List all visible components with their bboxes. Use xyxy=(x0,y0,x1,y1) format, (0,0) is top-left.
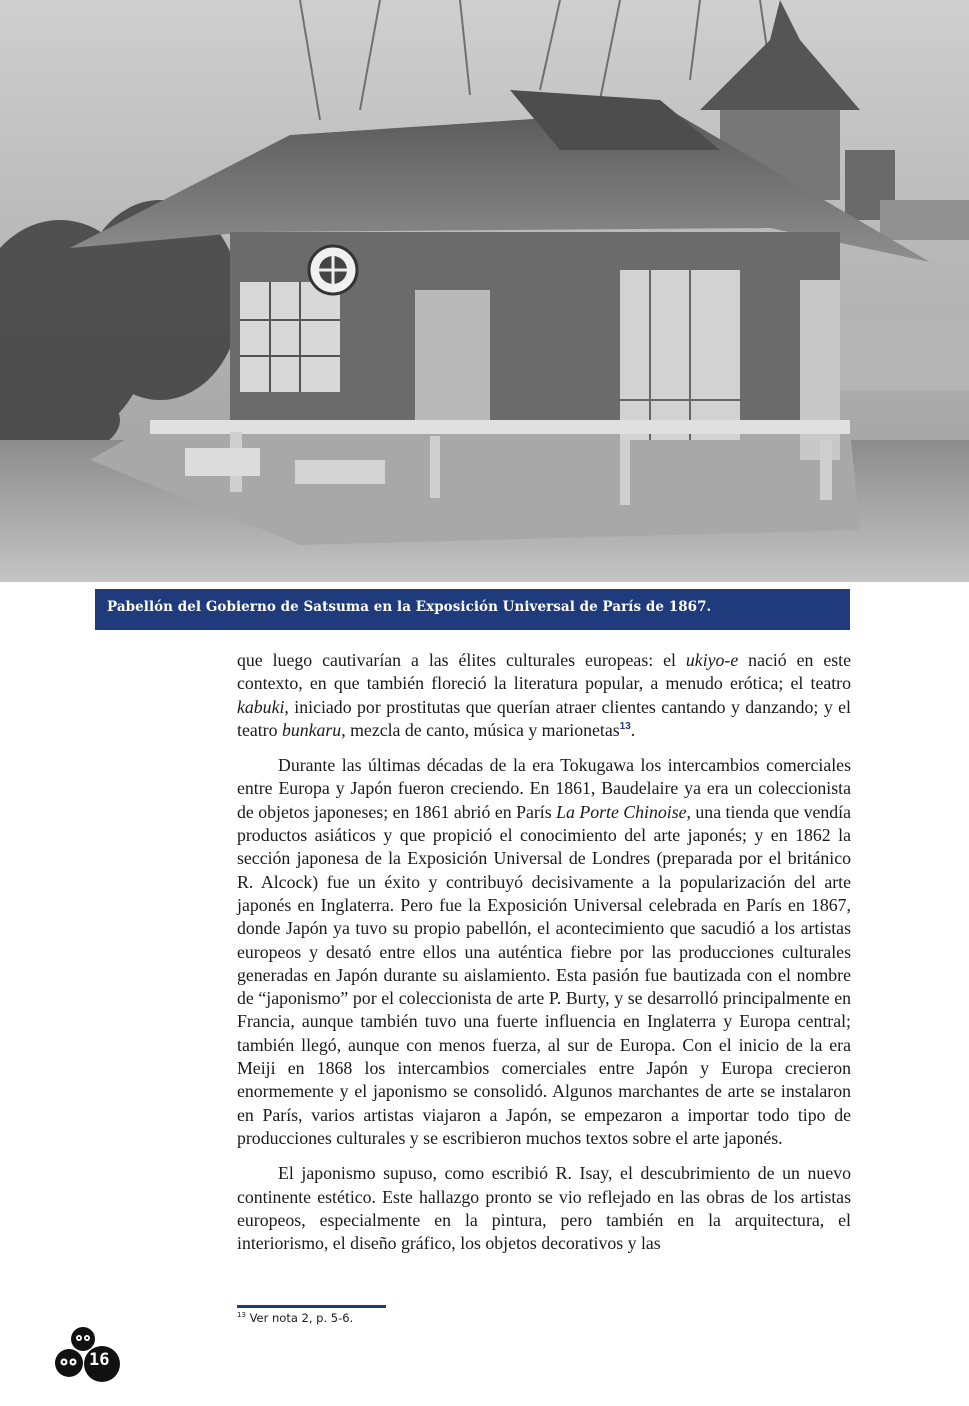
text-run: , iniciado por prostitutas que querían atraer clientes cantando y danzando; y el teatro xyxy=(237,696,851,740)
italic-term: ukiyo-e xyxy=(685,650,739,670)
body-text xyxy=(237,649,851,1255)
italic-term: bunkaru xyxy=(281,719,342,740)
page-number: 16 xyxy=(89,1350,110,1370)
pavilion-photo-illustration xyxy=(0,0,969,582)
pavilion-photograph xyxy=(0,0,969,582)
footnote-divider xyxy=(237,1305,386,1308)
footnote xyxy=(237,1311,353,1325)
figure-caption: Pabellón del Gobierno de Satsuma en la Exposición Universal de París de 1867. xyxy=(107,599,712,615)
text-run: Durante las últimas décadas de la era Tokugawa los intercambios comerciales entre Europa y Japón fueron creciendo. En 1861, Baudelaire ya era un coleccionista de objetos japoneses; en 1861 abrió en París xyxy=(237,755,851,822)
footnote-reference[interactable]: 13 xyxy=(619,720,631,732)
paragraph-3 xyxy=(237,1162,851,1255)
italic-term: kabuki xyxy=(237,696,285,717)
text-run: El japonismo supuso, como escribió R. Isay, el descubrimiento de un nuevo continente estético. Este hallazgo pronto se vio reflejado en las obras de los artistas europeos, especialmente en la pintura, pero también en la arquitectura, el interiorismo, el diseño gráfico, los objetos decorativos y las xyxy=(237,1163,851,1254)
text-run: que luego cautivarían a las élites culturales europeas: el xyxy=(237,650,686,670)
text-run: nació en este contexto, en que también floreció la literatura popular, a menudo erótica; el teatro xyxy=(237,650,851,694)
figure-caption-bar xyxy=(95,589,850,630)
italic-term: La Porte Chinoise xyxy=(556,801,687,822)
footnote-text: Ver nota 2, p. 5-6. xyxy=(245,1311,354,1325)
text-run: , mezcla de canto, música y marionetas xyxy=(341,719,620,740)
paragraph-2 xyxy=(237,754,851,1150)
footnote-number: 13 xyxy=(237,1311,246,1320)
paragraph-1 xyxy=(237,649,851,742)
text-run: , una tienda que vendía productos asiáticos y que propició el conocimiento del arte japonés; y en 1862 la sección japonesa de la Exposición Universal de Londres (preparada por el británico R. Alcock) fue un éxito y contribuyó decisivamente a la popularización del arte japonés en Inglaterra. Pero fue la Exposición Universal celebrada en París en 1867, donde Japón ya tuvo su propio pabellón, el acontecimiento que sacudió a los artistas europeos y desató entre ellos una auténtica fiebre por las producciones culturales generadas en Japón durante su aislamiento. Esta pasión fue bautizada con el nombre de “japonismo” por el coleccionista de arte P. Burty, y se desarrolló principalmente en Francia, aunque también tuvo una fuerte influencia en Inglaterra y Europa central; también llegó, aunque con menos fuerza, al sur de Europa. Con el inicio de la era Meiji en 1868 los intercambios comerciales entre Japón y Europa crecieron enormemente y el japonismo se consolidó. Algunos marchantes de arte se instalaron en París, varios artistas viajaron a Japón, se empezaron a importar todo tipo de producciones culturales y se escribieron muchos textos sobre el arte japonés. xyxy=(237,801,851,1148)
text-run: . xyxy=(630,719,636,740)
